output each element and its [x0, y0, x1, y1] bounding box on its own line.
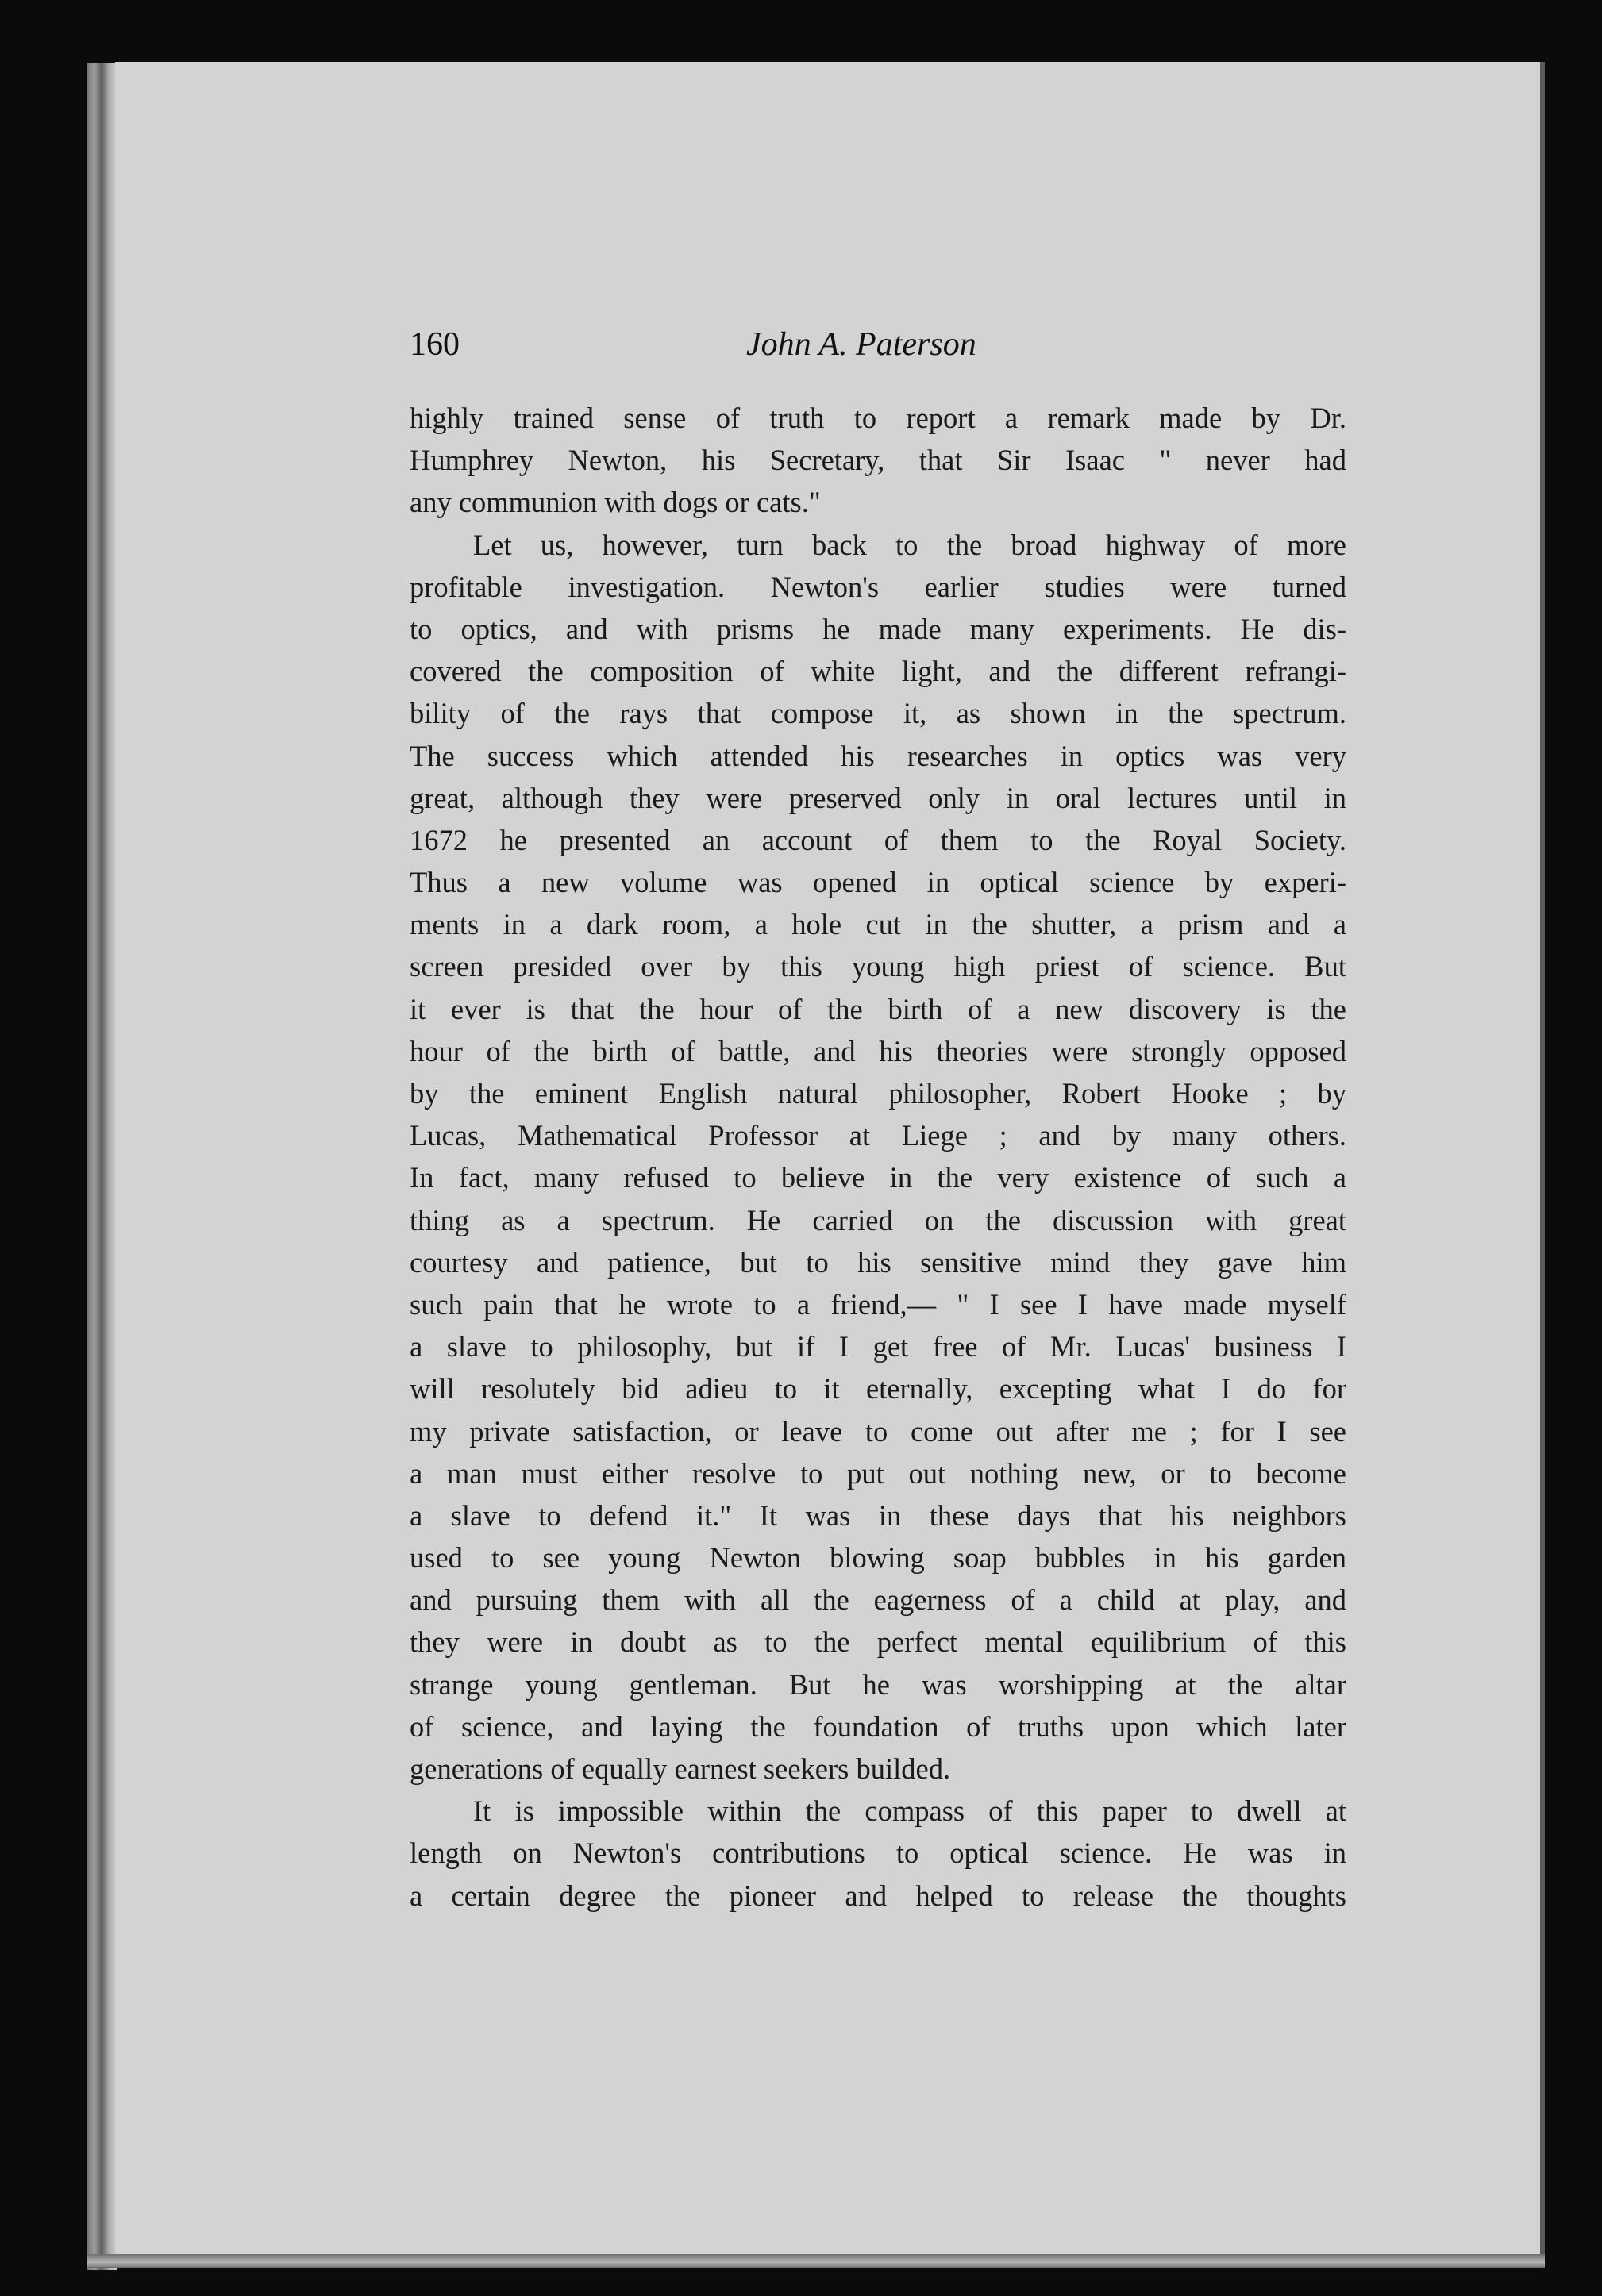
- text-line: to optics, and with prisms he made many experiments. He dis-: [410, 612, 1346, 645]
- text-line: of science, and laying the foundation of truths upon which later: [410, 1710, 1346, 1743]
- text-line: Let us, however, turn back to the broad highway of more: [473, 528, 1346, 561]
- text-line: used to see young Newton blowing soap bubbles in his garden: [410, 1541, 1346, 1575]
- text-line: great, although they were preserved only in oral lectures until in: [410, 781, 1346, 814]
- text-line: screen presided over by this young high priest of science. But: [410, 950, 1346, 983]
- book-spine-edge: [87, 63, 117, 2270]
- text-line: In fact, many refused to believe in the very existence of such a: [410, 1161, 1346, 1194]
- text-line: a man must either resolve to put out nothing new, or to become: [410, 1456, 1346, 1490]
- text-line: strange young gentleman. But he was worshipping at the altar: [410, 1667, 1346, 1701]
- text-line: a slave to philosophy, but if I get free of Mr. Lucas' business I: [410, 1330, 1346, 1363]
- text-line: a slave to defend it." It was in these days that his neighbors: [410, 1498, 1346, 1532]
- text-line: bility of the rays that compose it, as shown in the spectrum.: [410, 697, 1346, 730]
- page-number: 160: [410, 326, 460, 363]
- text-line: length on Newton's contributions to optical science. He was in: [410, 1836, 1346, 1870]
- text-line: generations of equally earnest seekers builded.: [410, 1752, 951, 1785]
- text-line: my private satisfaction, or leave to come out after me ; for I see: [410, 1414, 1346, 1448]
- text-line: covered the composition of white light, and the different refrangi-: [410, 655, 1346, 688]
- text-line: thing as a spectrum. He carried on the discussion with great: [410, 1203, 1346, 1236]
- text-line: Thus a new volume was opened in optical science by experi-: [410, 866, 1346, 899]
- body-text: [410, 397, 1346, 1917]
- text-line: highly trained sense of truth to report a remark made by Dr.: [410, 402, 1346, 434]
- text-line: profitable investigation. Newton's earlier studies were turned: [410, 570, 1346, 603]
- text-line: will resolutely bid adieu to it eternally, excepting what I do for: [410, 1372, 1346, 1406]
- text-line: it ever is that the hour of the birth of a new discovery is the: [410, 992, 1346, 1025]
- running-head: John A. Paterson: [746, 326, 976, 363]
- text-line: by the eminent English natural philosopher, Robert Hooke ; by: [410, 1077, 1346, 1110]
- text-line: any communion with dogs or cats.": [410, 486, 821, 519]
- page-right-edge: [1540, 62, 1545, 2267]
- text-line: It is impossible within the compass of this paper to dwell at: [473, 1794, 1346, 1828]
- text-line: The success which attended his researches in optics was very: [410, 739, 1346, 772]
- text-line: and pursuing them with all the eagerness of a child at play, and: [410, 1583, 1346, 1617]
- text-line: a certain degree the pioneer and helped to release the thoughts: [410, 1879, 1346, 1912]
- text-line: courtesy and patience, but to his sensitive mind they gave him: [410, 1245, 1346, 1279]
- text-line: ments in a dark room, a hole cut in the shutter, a prism and a: [410, 908, 1346, 941]
- page-bottom-edge: [87, 2254, 1545, 2268]
- text-line: 1672 he presented an account of them to the Royal Society.: [410, 823, 1346, 856]
- text-line: they were in doubt as to the perfect mental equilibrium of this: [410, 1625, 1346, 1659]
- text-line: hour of the birth of battle, and his theories were strongly opposed: [410, 1034, 1346, 1067]
- text-line: such pain that he wrote to a friend,— " I see I have made myself: [410, 1287, 1346, 1321]
- text-line: Humphrey Newton, his Secretary, that Sir Isaac " never had: [410, 444, 1346, 477]
- text-line: Lucas, Mathematical Professor at Liege ; and by many others.: [410, 1119, 1346, 1152]
- page-header: [410, 322, 1346, 370]
